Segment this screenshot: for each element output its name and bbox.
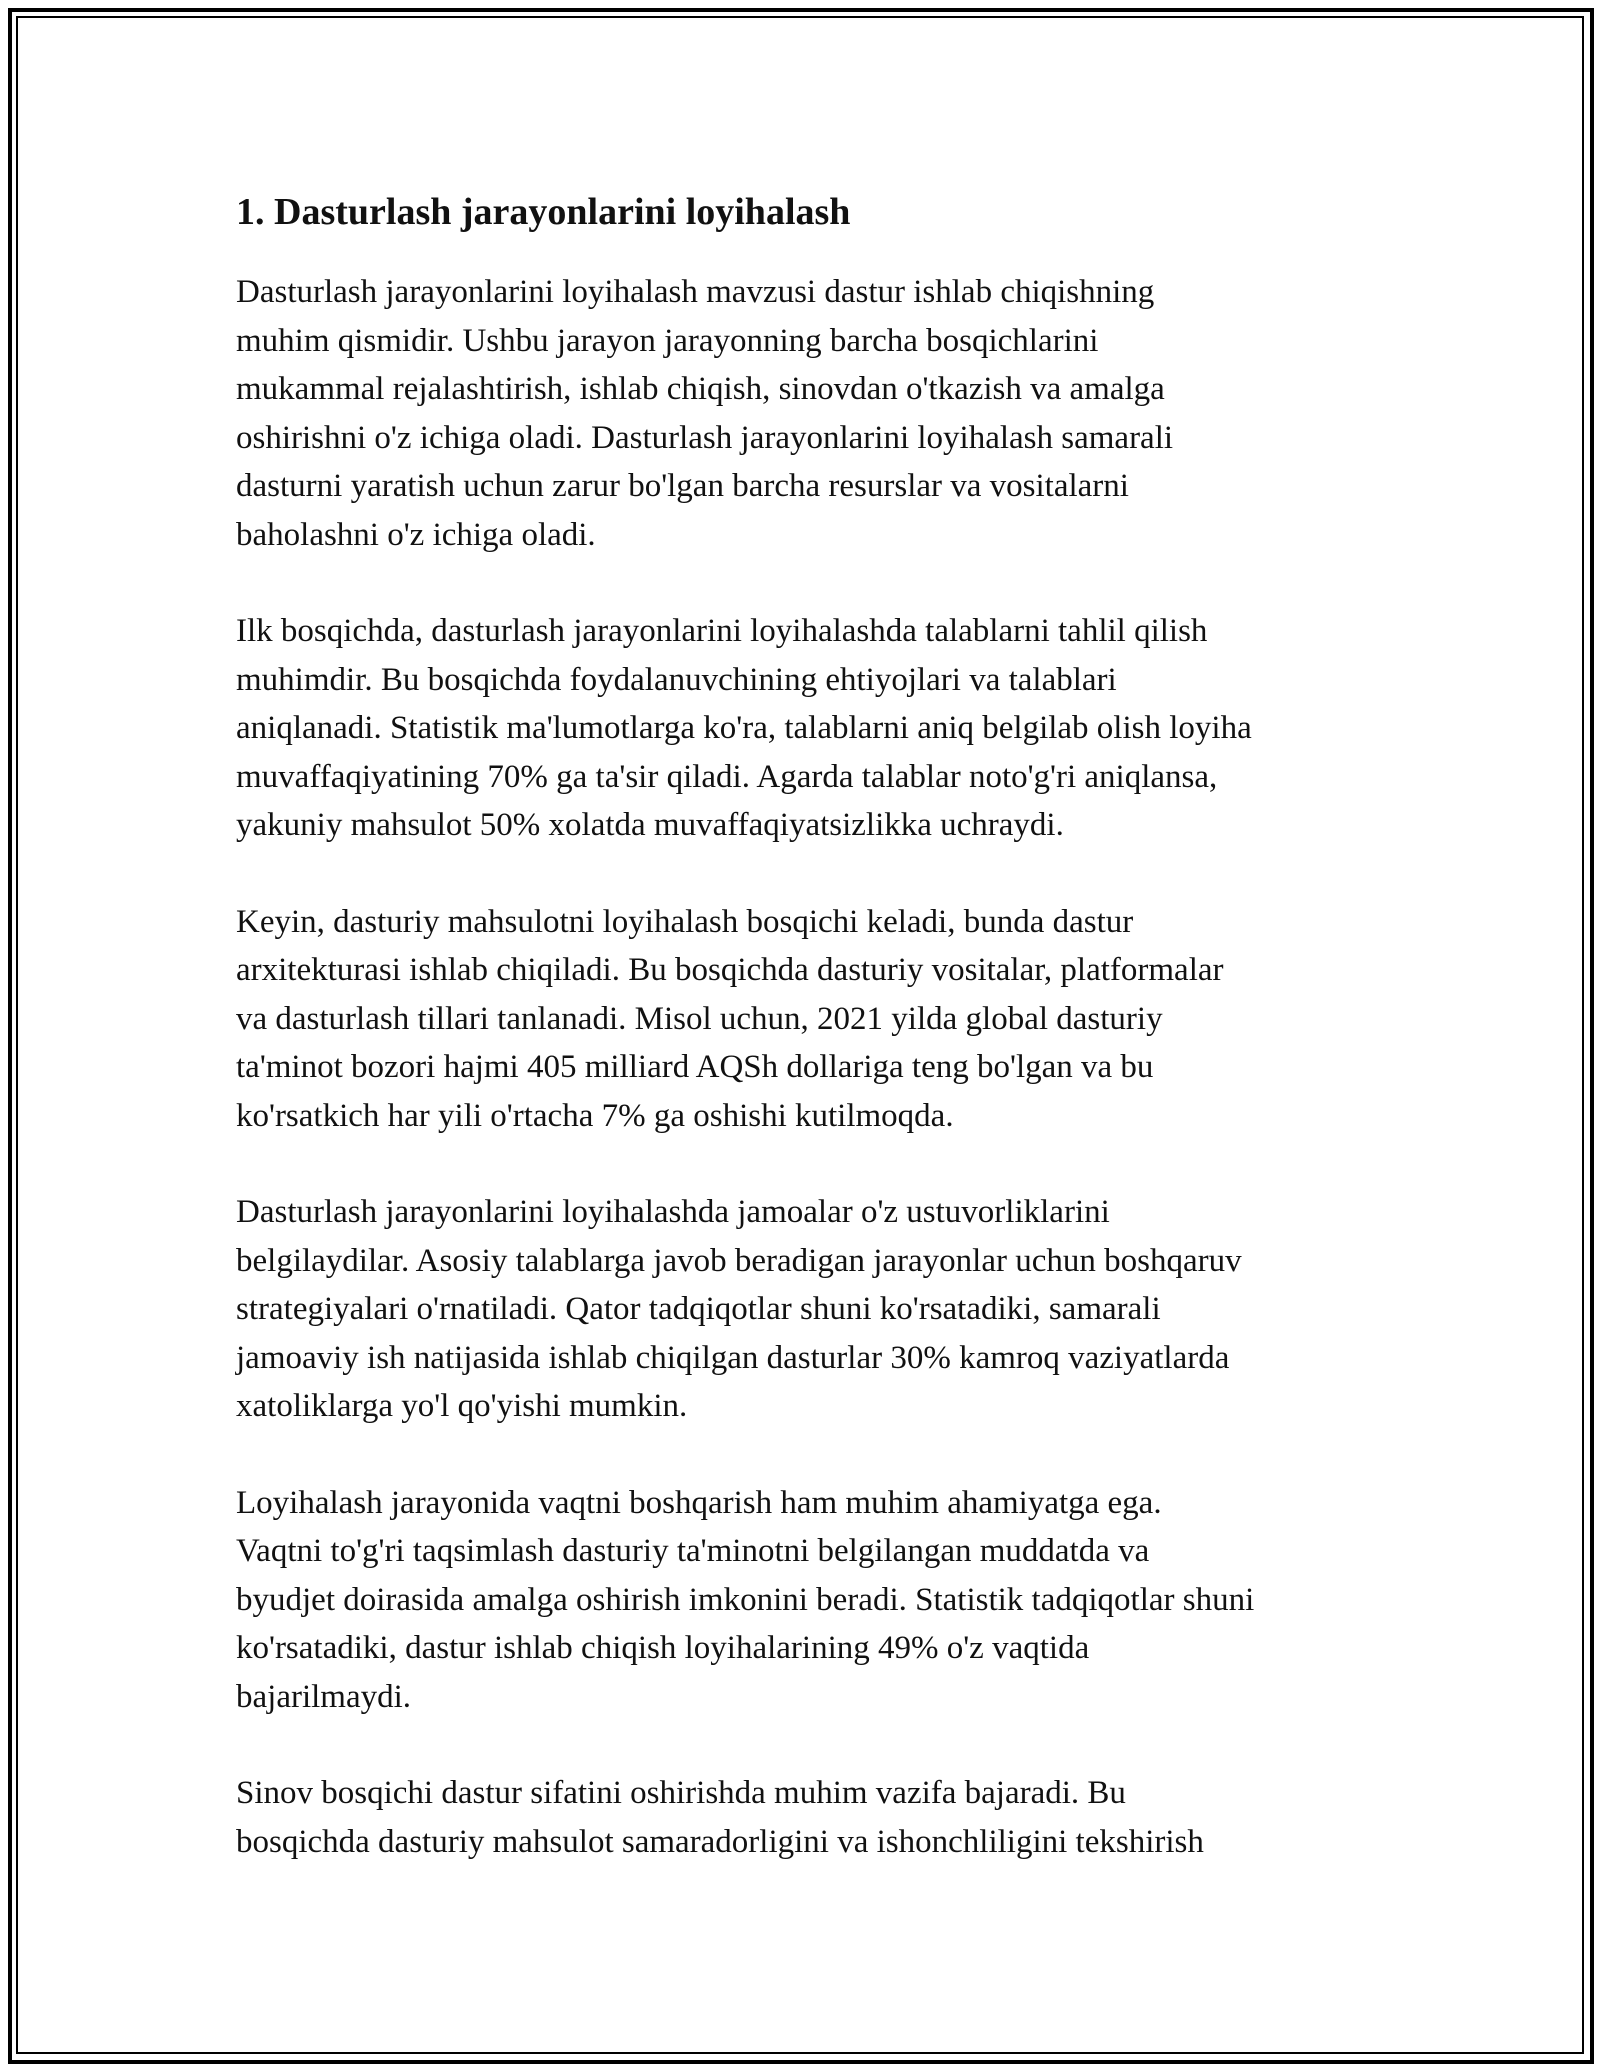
- paragraph-architecture: [236, 898, 1376, 1141]
- paragraph-line: oshirishni o'z ichiga oladi. Dasturlash jarayonlarini loyihalash samarali: [236, 419, 1174, 456]
- paragraph-line: arxitekturasi ishlab chiqiladi. Bu bosqichda dasturiy vositalar, platformalar: [236, 952, 1224, 988]
- paragraph-line: va dasturlash tillari tanlanadi. Misol uchun, 2021 yilda global dasturiy: [236, 1000, 1163, 1037]
- paragraph-intro: [236, 268, 1376, 559]
- paragraph-line: ko'rsatkich har yili o'rtacha 7% ga oshishi kutilmoqda.: [236, 1097, 954, 1134]
- paragraph-line: xatoliklarga yo'l qo'yishi mumkin.: [236, 1388, 688, 1424]
- paragraph-line: Vaqtni to'g'ri taqsimlash dasturiy ta'minotni belgilangan muddatda va: [236, 1533, 1150, 1569]
- paragraph-line: belgilaydilar. Asosiy talablarga javob beradigan jarayonlar uchun boshqaruv: [236, 1242, 1242, 1279]
- paragraph-teams: [236, 1188, 1376, 1431]
- paragraph-line: bosqichda dasturiy mahsulot samaradorligini va ishonchliligini tekshirish: [236, 1823, 1204, 1860]
- paragraph-line: aniqlanadi. Statistik ma'lumotlarga ko'ra, talablarni aniq belgilab olish loyiha: [236, 710, 1252, 746]
- paragraph-line: Dasturlash jarayonlarini loyihalash mavzusi dastur ishlab chiqishning: [236, 274, 1155, 310]
- paragraph-line: baholashni o'z ichiga oladi.: [236, 516, 596, 553]
- paragraph-line: Ilk bosqichda, dasturlash jarayonlarini loyihalashda talablarni tahlil qilish: [236, 613, 1208, 649]
- paragraph-line: strategiyalari o'rnatiladi. Qator tadqiqotlar shuni ko'rsatadiki, samarali: [236, 1291, 1161, 1327]
- paragraph-line: ta'minot bozori hajmi 405 milliard AQSh dollariga teng bo'lgan va bu: [236, 1049, 1154, 1085]
- paragraph-line: byudjet doirasida amalga oshirish imkonini beradi. Statistik tadqiqotlar shuni: [236, 1581, 1255, 1618]
- paragraph-line: mukammal rejalashtirish, ishlab chiqish, sinovdan o'tkazish va amalga: [236, 371, 1165, 407]
- paragraph-testing: [236, 1769, 1376, 1866]
- paragraph-time-management: [236, 1479, 1376, 1722]
- paragraph-line: muhim qismidir. Ushbu jarayon jarayonning barcha bosqichlarini: [236, 322, 1099, 359]
- paragraph-line: bajarilmaydi.: [236, 1678, 412, 1715]
- paragraph-line: dasturni yaratish uchun zarur bo'lgan barcha resurslar va vositalarni: [236, 468, 1129, 504]
- page-title: 1. Dasturlash jarayonlarini loyihalash: [236, 191, 851, 233]
- document-body: [236, 184, 1376, 1914]
- paragraph-line: jamoaviy ish natijasida ishlab chiqilgan dasturlar 30% kamroq vaziyatlarda: [236, 1339, 1230, 1376]
- paragraph-line: Keyin, dasturiy mahsulotni loyihalash bosqichi keladi, bunda dastur: [236, 903, 1134, 940]
- paragraph-line: muhimdir. Bu bosqichda foydalanuvchining ehtiyojlari va talablari: [236, 661, 1117, 698]
- paragraph-line: Sinov bosqichi dastur sifatini oshirishda muhim vazifa bajaradi. Bu: [236, 1775, 1126, 1811]
- paragraph-line: Dasturlash jarayonlarini loyihalashda jamoalar o'z ustuvorliklarini: [236, 1194, 1110, 1230]
- paragraph-requirements: [236, 607, 1376, 850]
- paragraph-line: ko'rsatadiki, dastur ishlab chiqish loyihalarining 49% o'z vaqtida: [236, 1630, 1090, 1666]
- paragraph-line: Loyihalash jarayonida vaqtni boshqarish ham muhim ahamiyatga ega.: [236, 1484, 1162, 1521]
- paragraph-line: muvaffaqiyatining 70% ga ta'sir qiladi. Agarda talablar noto'g'ri aniqlansa,: [236, 758, 1218, 795]
- paragraph-line: yakuniy mahsulot 50% xolatda muvaffaqiyatsizlikka uchraydi.: [236, 807, 1064, 843]
